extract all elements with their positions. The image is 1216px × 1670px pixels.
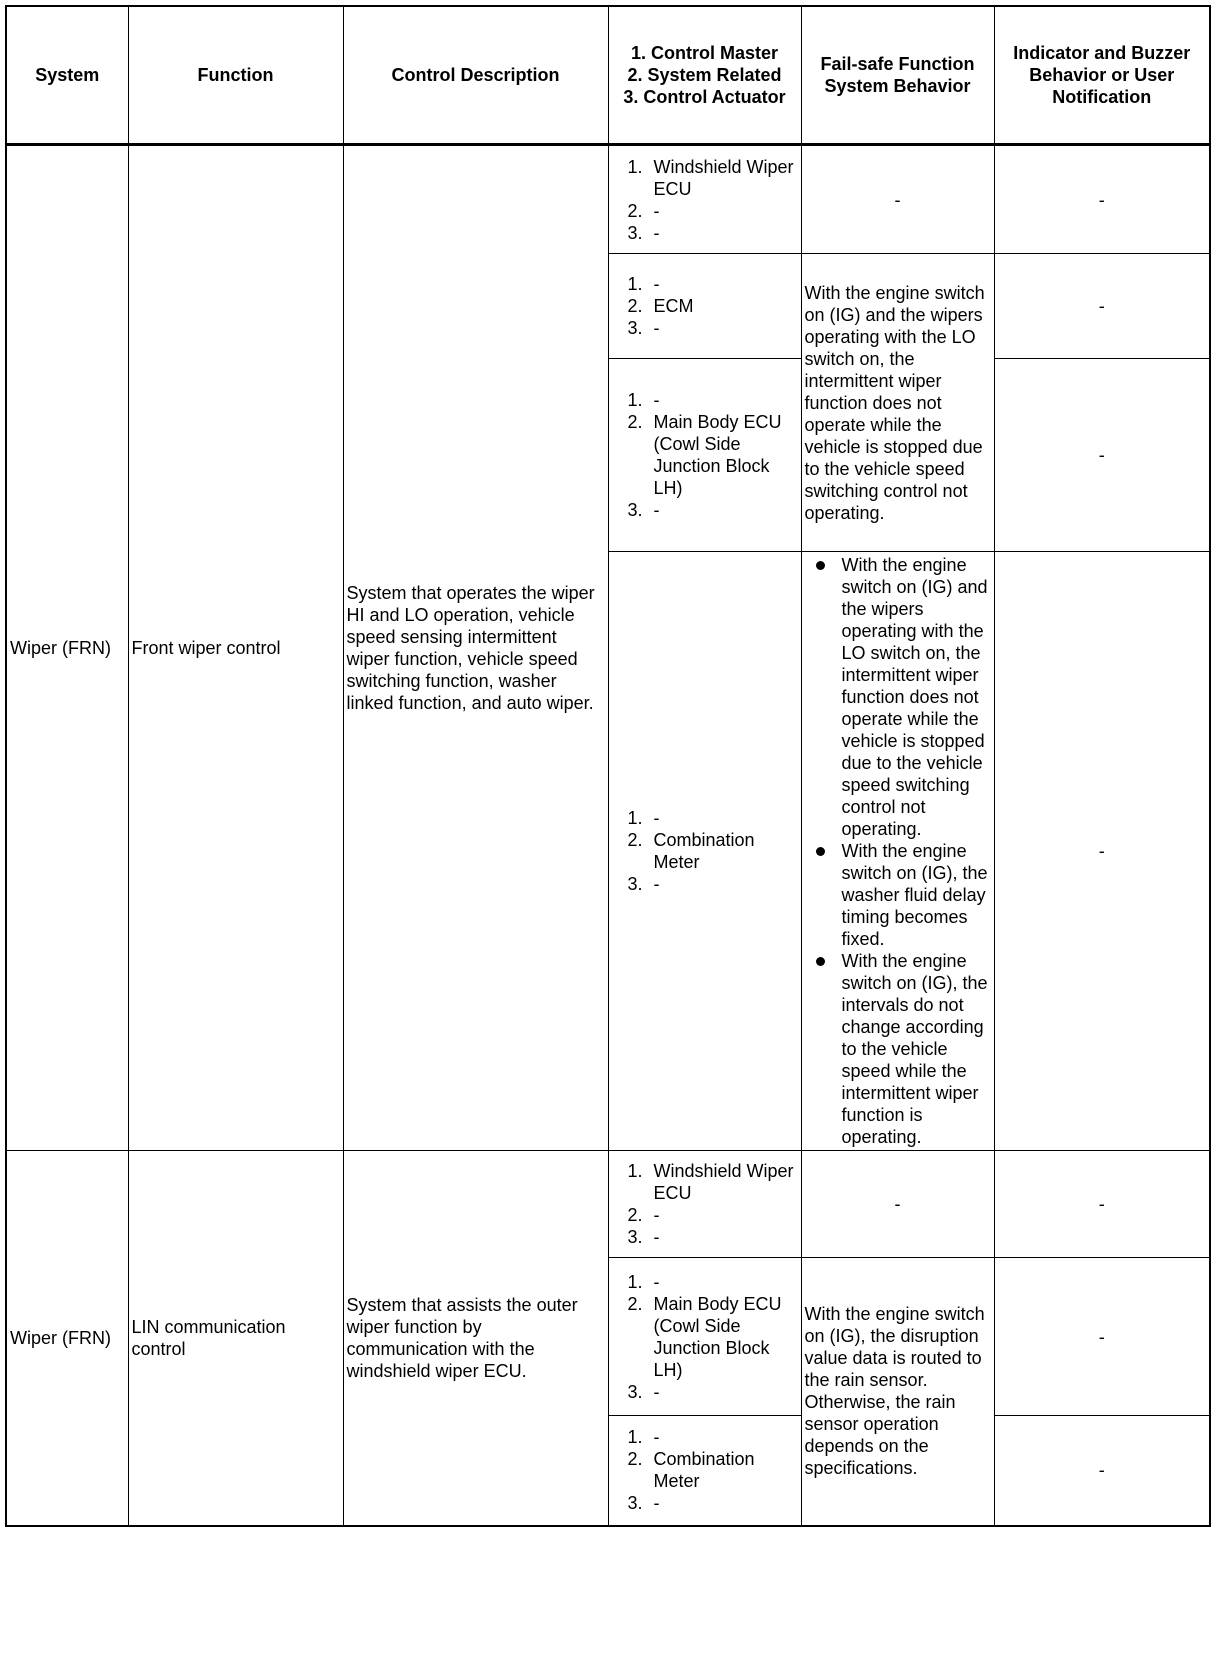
control-item: - [653,200,660,221]
control-item: - [653,274,660,294]
control-item: - [653,1227,660,1247]
indicator-cell: - [994,254,1210,359]
header-control [608,6,801,145]
control-cell [608,1151,801,1258]
control-item: - [653,500,660,520]
control-item: - [653,222,660,243]
header-indicator: Indicator and Buzzer Behavior or User Notification [994,6,1210,145]
control-item: - [653,390,660,410]
header-control-description: Control Description [343,6,608,145]
control-cell [608,552,801,1151]
control-item: - [653,1205,660,1225]
indicator-cell: - [994,145,1210,254]
control-cell [608,254,801,359]
indicator-cell: - [994,1416,1210,1526]
control-item: Combination Meter [653,830,755,872]
failsafe-bullet: With the engine switch on (IG), the intervals do not change according to the vehicle speed while the intermittent wiper function is operating. [842,950,991,1148]
description-cell: System that operates the wiper HI and LO operation, vehicle speed sensing intermittent wiper function, vehicle speed switching function, washer linked function, and auto wiper. [343,145,608,1151]
indicator-cell: - [994,1151,1210,1258]
control-item: - [653,1271,660,1292]
control-cell [608,145,801,254]
control-cell [608,1416,801,1526]
table-row [6,145,1210,254]
control-item: - [653,874,660,894]
control-item: Main Body ECU (Cowl Side Junction Block LH) [653,1293,782,1380]
control-item: ECM [653,296,694,316]
control-item: - [653,808,660,828]
control-item: Main Body ECU (Cowl Side Junction Block LH) [653,412,782,498]
system-cell: Wiper (FRN) [6,145,128,1151]
function-cell: Front wiper control [128,145,343,1151]
description-cell: System that assists the outer wiper function by communication with the windshield wiper ECU. [343,1151,608,1526]
header-row [6,6,1210,145]
control-item: Combination Meter [653,1449,755,1492]
failsafe-bullet: With the engine switch on (IG) and the wipers operating with the LO switch on, the intermittent wiper function does not operate while the vehicle is stopped due to the vehicle speed switching control not operating. [842,554,991,840]
failsafe-cell: With the engine switch on (IG), the disruption value data is routed to the rain sensor. Otherwise, the rain sensor operation depends on the specifications. [801,1258,994,1526]
header-failsafe: Fail-safe Function System Behavior [801,6,994,145]
system-function-table [5,5,1211,1527]
header-system: System [6,6,128,145]
indicator-cell: - [994,552,1210,1151]
header-control-item: 3. Control Actuator [623,87,786,107]
failsafe-cell: - [801,145,994,254]
header-control-item: 2. System Related [627,65,782,85]
failsafe-bullet: With the engine switch on (IG), the washer fluid delay timing becomes fixed. [842,840,991,950]
failsafe-cell [801,552,994,1151]
control-item: - [653,1381,660,1402]
control-cell [608,359,801,552]
indicator-cell: - [994,1258,1210,1416]
spec-table-wrapper [5,5,1211,1527]
indicator-cell: - [994,359,1210,552]
control-item: - [653,318,660,338]
function-cell: LIN communication control [128,1151,343,1526]
control-item: Windshield Wiper ECU [653,156,794,199]
control-item: Windshield Wiper ECU [653,1161,794,1203]
system-cell: Wiper (FRN) [6,1151,128,1526]
header-function: Function [128,6,343,145]
failsafe-cell: With the engine switch on (IG) and the wipers operating with the LO switch on, the intermittent wiper function does not operate while the vehicle is stopped due to the vehicle speed switching control not operating. [801,254,994,552]
control-item: - [653,1493,660,1514]
header-control-item: 1. Control Master [630,43,779,63]
failsafe-cell: - [801,1151,994,1258]
table-row [6,1151,1210,1258]
control-cell [608,1258,801,1416]
control-item: - [653,1427,660,1448]
